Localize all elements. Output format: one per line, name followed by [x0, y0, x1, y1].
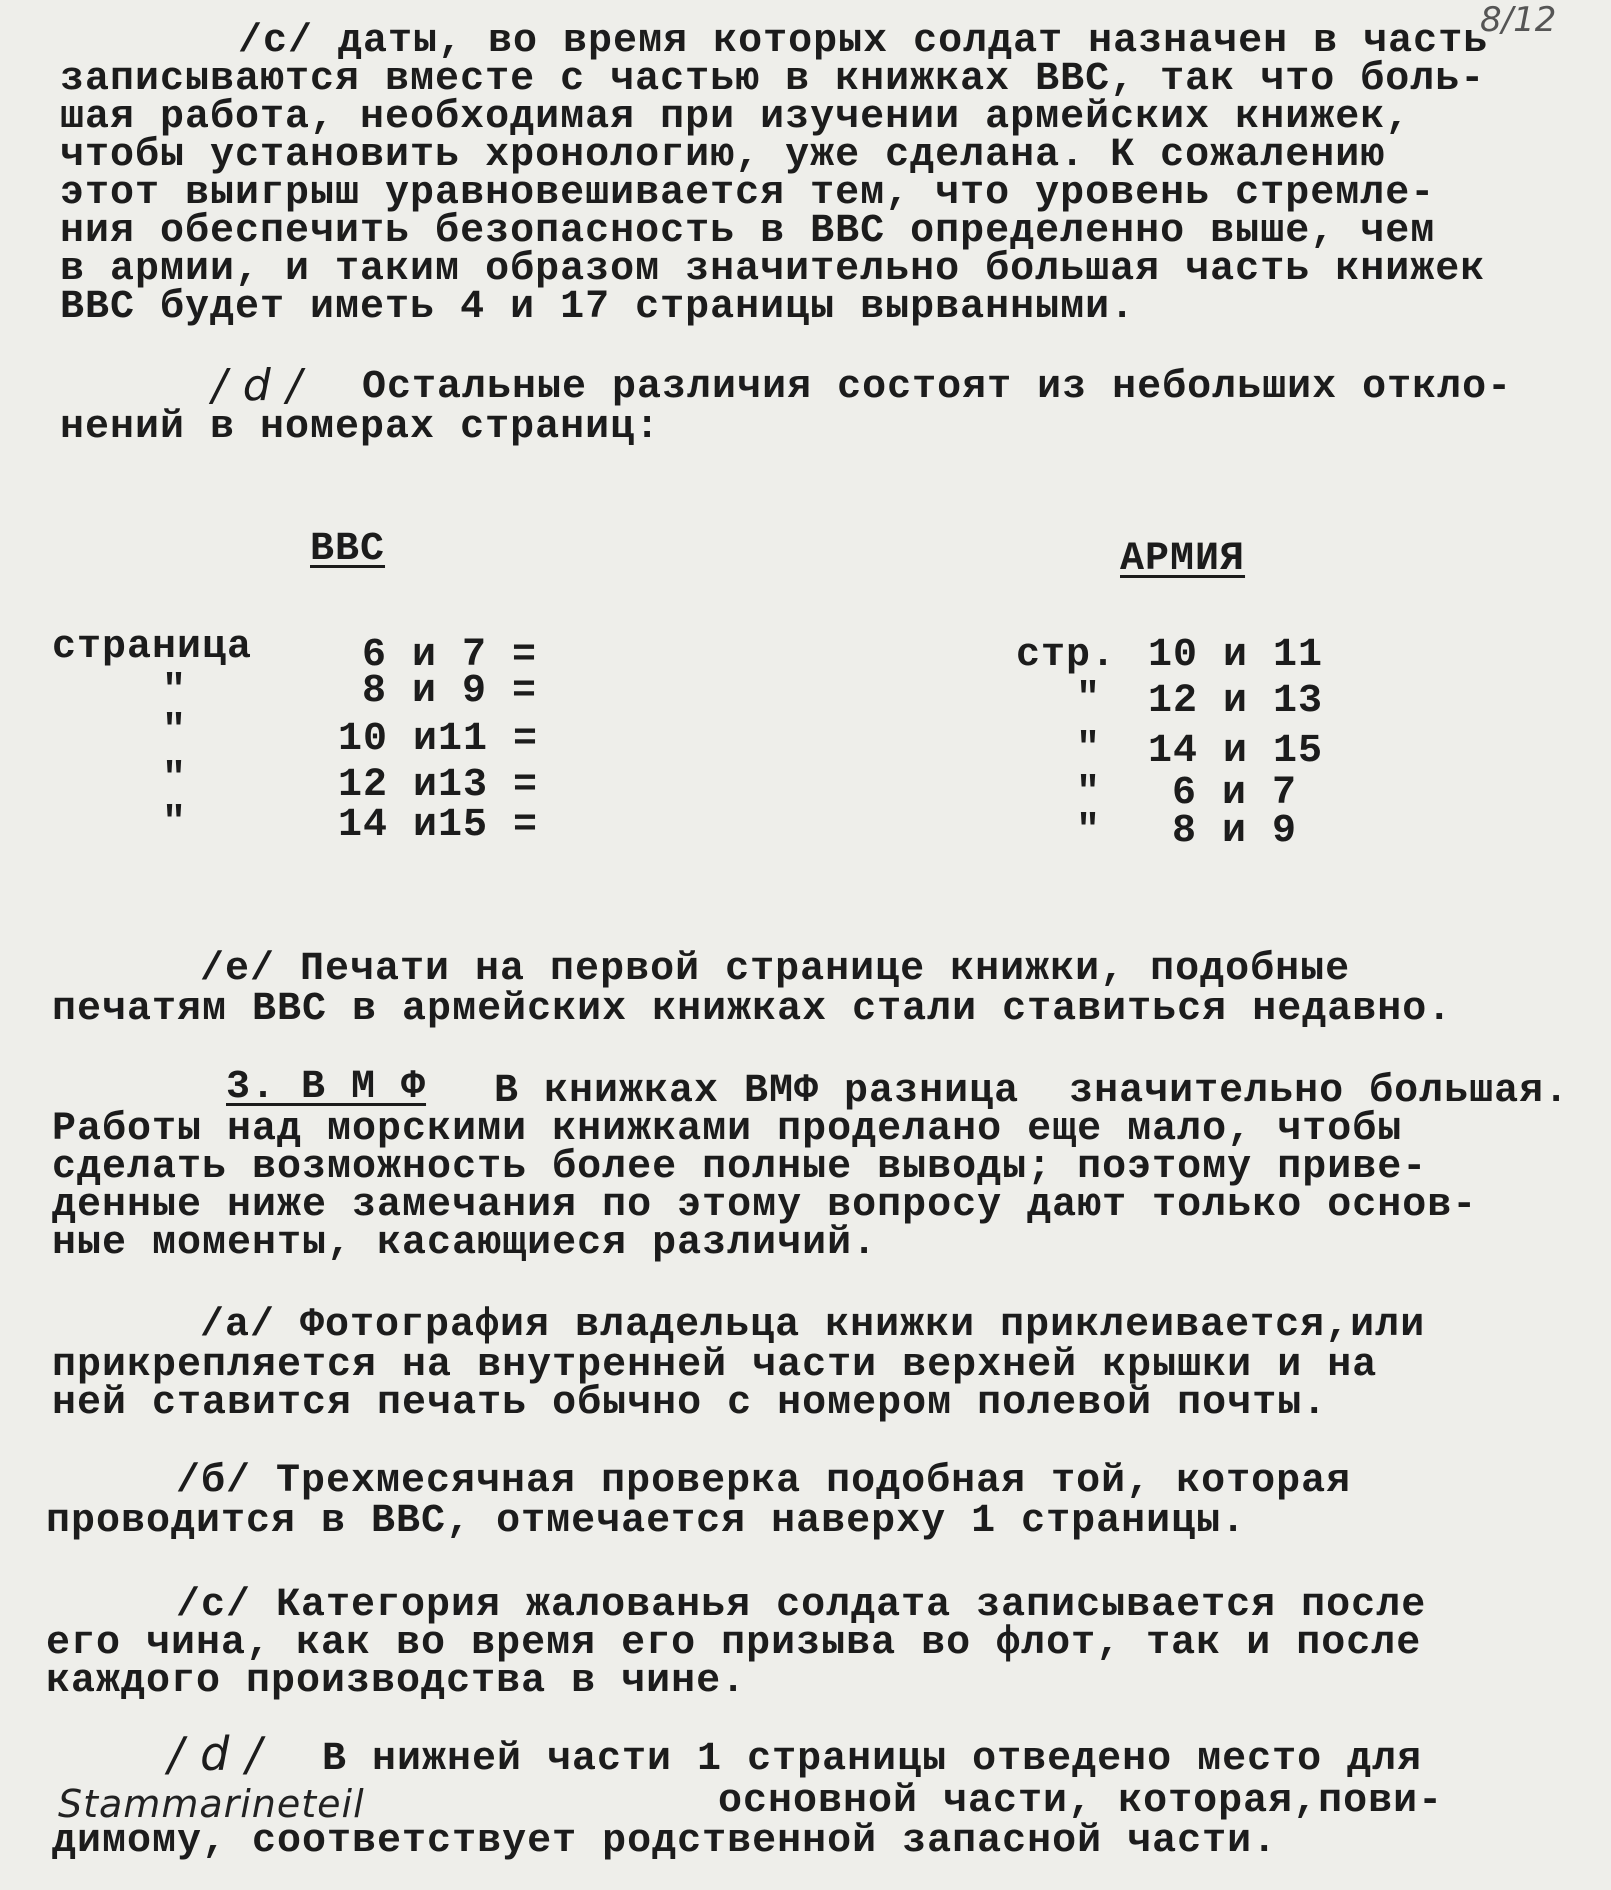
- paragraph-line: Работы над морскими книжками проделано еще мало, чтобы: [52, 1107, 1403, 1152]
- paragraph-marker: / d /: [212, 360, 303, 411]
- handwritten-annotation: Stammarineteil: [58, 1782, 365, 1826]
- row-label: ": [1076, 771, 1102, 816]
- paragraph-line: печатям ВВС в армейских книжках стали ставиться недавно.: [52, 987, 1453, 1032]
- row-label: ": [1076, 677, 1102, 722]
- paragraph-line: В книжках ВМФ разница значительно большая.: [494, 1069, 1570, 1114]
- section-heading: 3. В М Ф: [226, 1065, 427, 1110]
- row-label: ": [162, 757, 188, 802]
- paragraph-line: В нижней части 1 страницы отведено место для: [322, 1737, 1423, 1782]
- row-label: страница: [52, 625, 253, 670]
- paragraph-line: в армии, и таким образом значительно большая часть книжек: [60, 247, 1486, 292]
- row-label: ": [162, 801, 188, 846]
- paragraph-line: Остальные различия состоят из небольших откло-: [362, 365, 1513, 410]
- corner-mark: 8/12: [1480, 0, 1557, 40]
- paragraph-line: /c/ даты, во время которых солдат назначен в часть: [238, 19, 1489, 64]
- paragraph-line: этот выигрыш уравновешивается тем, что уровень стремле-: [60, 171, 1436, 216]
- paragraph-line: ные моменты, касающиеся различий.: [52, 1221, 878, 1266]
- table-header-bbc: ВВС: [310, 527, 386, 572]
- paragraph-line: ней ставится печать обычно с номером полевой почты.: [52, 1381, 1328, 1426]
- row-pages: 10 и 11: [1148, 633, 1324, 678]
- row-pages: 6 и 7 =: [362, 633, 538, 678]
- paragraph-line: /б/ Трехмесячная проверка подобная той, которая: [176, 1459, 1352, 1504]
- row-pages: 10 и11 =: [338, 717, 539, 762]
- paragraph-line: денные ниже замечания по этому вопросу дают только основ-: [52, 1183, 1478, 1228]
- paragraph-line: /e/ Печати на первой странице книжки, подобные: [200, 947, 1351, 992]
- row-label: ": [1076, 727, 1102, 772]
- row-pages: 12 и13 =: [338, 763, 539, 808]
- row-label: ": [1076, 809, 1102, 854]
- table-header-army: АРМИЯ: [1120, 537, 1246, 582]
- paragraph-line: записываются вместе с частью в книжках ВВС, так что боль-: [60, 57, 1486, 102]
- paragraph-line: ВВС будет иметь 4 и 17 страницы вырванными.: [60, 285, 1136, 330]
- row-pages: 8 и 9: [1172, 809, 1298, 854]
- paragraph-line: проводится в ВВС, отмечается наверху 1 страницы.: [46, 1499, 1247, 1544]
- paragraph-line: /a/ Фотография владельца книжки приклеивается,или: [200, 1303, 1426, 1348]
- paragraph-line: /c/ Категория жалованья солдата записывается после: [176, 1583, 1427, 1628]
- paragraph-line: его чина, как во время его призыва во флот, так и после: [46, 1621, 1422, 1666]
- paragraph-line: сделать возможность более полные выводы; поэтому приве-: [52, 1145, 1428, 1190]
- paragraph-line: шая работа, необходимая при изучении армейских книжек,: [60, 95, 1411, 140]
- row-label: ": [162, 709, 188, 754]
- row-pages: 14 и15 =: [338, 803, 539, 848]
- row-label: ": [162, 669, 188, 714]
- paragraph-line: чтобы установить хронологию, уже сделана. К сожалению: [60, 133, 1386, 178]
- row-pages: 6 и 7: [1172, 771, 1298, 816]
- paragraph-line: димому, соответствует родственной запасной части.: [52, 1819, 1278, 1864]
- row-label: стр.: [1016, 633, 1117, 678]
- paragraph-line: прикрепляется на внутренней части верхней крышки и на: [52, 1343, 1378, 1388]
- paragraph-line: ния обеспечить безопасность в ВВС определенно выше, чем: [60, 209, 1436, 254]
- paragraph-line: каждого производства в чине.: [46, 1659, 747, 1704]
- row-pages: 14 и 15: [1148, 729, 1324, 774]
- paragraph-line: основной части, которая,пови-: [718, 1779, 1444, 1824]
- paragraph-marker: / d /: [168, 1727, 263, 1781]
- paragraph-line: нений в номерах страниц:: [60, 405, 661, 450]
- row-pages: 8 и 9 =: [362, 669, 538, 714]
- row-pages: 12 и 13: [1148, 679, 1324, 724]
